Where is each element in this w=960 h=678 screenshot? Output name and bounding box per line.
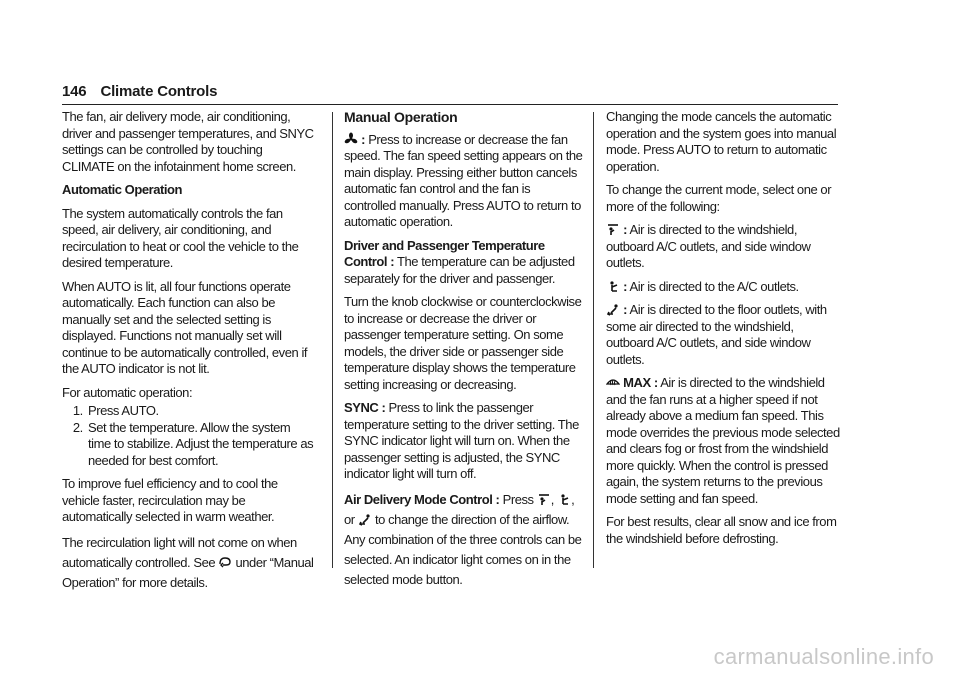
- vent-ac-text: Air is directed to the A/C outlets.: [627, 278, 799, 294]
- intro-paragraph: The fan, air delivery mode, air conditioning, driver and passenger temperatures, and SNYC settings can be controlled by touching CLIMATE on the infotainment home screen.: [62, 109, 314, 174]
- temperature-label: Driver and Passenger Temperature Control :: [344, 237, 545, 269]
- column-1: [62, 109, 314, 600]
- fan-paragraph: [344, 132, 584, 231]
- temperature-text: The temperature can be adjusted separately for the driver and passenger.: [344, 254, 575, 286]
- column-divider: [332, 112, 333, 568]
- auto-steps-list: [62, 403, 314, 469]
- manual-operation-heading: Manual Operation: [344, 109, 458, 125]
- page-header: [62, 83, 217, 100]
- defrost-icon: [606, 375, 620, 389]
- vent-floor-text: Air is directed to the floor outlets, with some air directed to the windshield, outboard A/C outlets, and side window outlets.: [606, 302, 827, 367]
- list-item: 2. Set the temperature. Allow the system time to stabilize. Adjust the temperature as needed for best comfort.: [86, 420, 314, 470]
- column-divider: [593, 112, 594, 568]
- vent-windshield-text: Air is directed to the windshield, outboard A/C outlets, and side window outlets.: [606, 222, 811, 270]
- vent-floor-icon: [606, 302, 620, 316]
- colon: :: [620, 302, 628, 317]
- watermark: carmanualsonline.info: [713, 644, 934, 669]
- ac-vent-paragraph: [606, 279, 842, 296]
- section-title: Climate Controls: [100, 83, 218, 100]
- knob-paragraph: Turn the knob clockwise or counterclockwise to increase or decrease the driver or passenger temperature setting. On some models, the driver side or passenger side temperature display shows the temperature setting increasing or decreasing.: [344, 294, 582, 392]
- recirculation-paragraph: [62, 533, 314, 593]
- automatic-operation-heading: Automatic Operation: [62, 182, 183, 197]
- max-label: MAX :: [623, 375, 658, 390]
- mode-paragraph: Changing the mode cancels the automatic operation and the system goes into manual mode. Press AUTO to return to automatic operation.: [606, 109, 837, 174]
- recirculation-icon: [218, 555, 232, 569]
- page-number: 146: [62, 83, 87, 100]
- vent-windshield-icon: [606, 222, 620, 236]
- colon: :: [620, 278, 628, 294]
- fan-text: Press to increase or decrease the fan speed. The fan speed setting appears on the main display. Pressing either button cancels automatic fan control and the fan is controlled manually. Press AUTO to return to automatic operation.: [344, 131, 583, 229]
- auto-paragraph-2: When AUTO is lit, all four functions operate automatically. Each function can also be manually set and the selected setting is displayed. Functions not manually set will continue to be automatically controlled, even if the AUTO indicator is not lit.: [62, 278, 308, 376]
- recirc-text-a: The recirculation light will not come on when automatically controlled. See: [62, 534, 297, 570]
- air-delivery-text: to change the direction of the airflow. Any combination of the three controls can be selected. An indicator light comes on in the selected mode button.: [344, 511, 582, 587]
- air-delivery-paragraph: [344, 490, 584, 590]
- vent-ac-icon: [557, 492, 571, 506]
- sync-label: SYNC :: [344, 400, 386, 415]
- max-defrost-paragraph: [606, 375, 842, 507]
- recirc-text-b: under “Manual Operation” for more details.: [62, 554, 314, 590]
- temperature-paragraph: [344, 238, 584, 288]
- vent-ac-icon: [606, 279, 620, 293]
- auto-paragraph-1: The system automatically controls the fan speed, air delivery, air conditioning, and recirculation to heat or cool the vehicle to the desired temperature.: [62, 205, 299, 270]
- or-word: or: [344, 511, 355, 527]
- column-2: [344, 109, 584, 597]
- air-delivery-label: Air Delivery Mode Control :: [344, 491, 500, 507]
- air-press: Press: [499, 491, 534, 507]
- comma: ,: [571, 491, 575, 507]
- vent-floor-icon: [358, 512, 372, 526]
- header-rule: [62, 104, 838, 105]
- best-results-paragraph: For best results, clear all snow and ice from the windshield before defrosting.: [606, 514, 837, 546]
- column-3: [606, 109, 842, 554]
- vent-windshield-icon: [537, 492, 551, 506]
- floor-vent-paragraph: [606, 302, 842, 368]
- sync-text: Press to link the passenger temperature setting to the driver setting. The SYNC indicator light will turn on. When the passenger setting is adjusted, the SYNC indicator light will turn off.: [344, 400, 579, 481]
- windshield-vent-paragraph: [606, 222, 842, 272]
- list-item: 1. Press AUTO.: [86, 403, 314, 420]
- fuel-paragraph: To improve fuel efficiency and to cool the vehicle faster, recirculation may be automatically selected in warm weather.: [62, 476, 278, 524]
- for-auto-paragraph: For automatic operation:: [62, 384, 193, 400]
- max-text: Air is directed to the windshield and the fan runs at a higher speed if not already above a medium fan speed. This mode overrides the previous mode selected and clears fog or frost from the windshield more quickly. When the control is pressed again, the system returns to the previous mode setting and fan speed.: [606, 375, 840, 506]
- colon: :: [620, 222, 628, 237]
- sync-paragraph: [344, 400, 584, 483]
- comma: ,: [550, 491, 554, 507]
- fan-icon: [344, 132, 358, 146]
- fan-colon: :: [358, 131, 366, 147]
- change-mode-paragraph: To change the current mode, select one or more of the following:: [606, 182, 832, 214]
